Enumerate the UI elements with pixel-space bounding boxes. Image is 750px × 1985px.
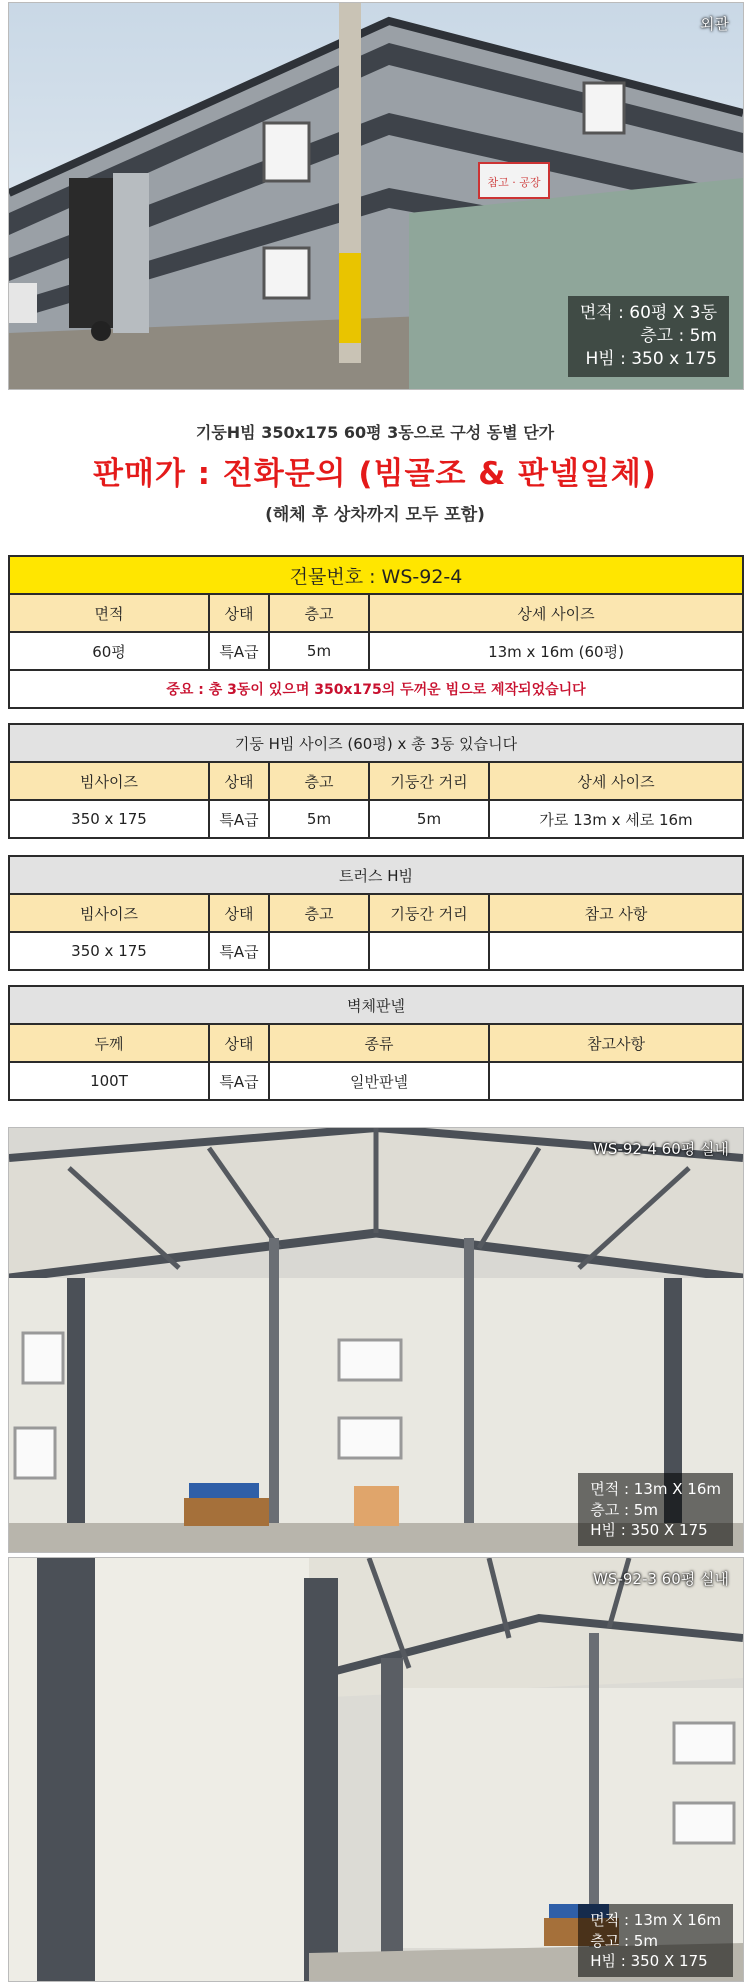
exterior-tag: 외관 [700, 15, 729, 33]
col-header: 층고 [269, 594, 369, 632]
col-header: 층고 [269, 894, 369, 932]
table-cell: 특A급 [209, 932, 269, 970]
interior-1-area: 면적 : 13m X 16m [590, 1480, 721, 1499]
price-headline: 판매가 : 전화문의 (빔골조 & 판넬일체) [93, 456, 657, 492]
table-cell: 5m [269, 800, 369, 838]
col-header: 상태 [209, 894, 269, 932]
table-cell: 100T [9, 1062, 209, 1100]
truss-beam-title: 트러스 H빔 [9, 856, 743, 894]
exterior-area: 면적 : 60평 X 3동 [579, 303, 717, 324]
interior-1-tag: WS-92-4 60평 실내 [593, 1140, 729, 1158]
wall-panel-table [8, 985, 744, 1101]
table-cell: 가로 13m x 세로 16m [489, 800, 743, 838]
important-note: 중요 : 총 3동이 있으며 350x175의 두꺼운 빔으로 제작되었습니다 [9, 670, 743, 708]
exterior-hbeam: H빔 : 350 x 175 [585, 349, 717, 370]
table-cell: 60평 [9, 632, 209, 670]
table-cell [489, 1062, 743, 1100]
col-header: 두께 [9, 1024, 209, 1062]
exterior-info-box [568, 296, 729, 377]
col-header: 참고사항 [489, 1024, 743, 1062]
table-cell: 특A급 [209, 800, 269, 838]
interior-photo-2 [8, 1557, 744, 1982]
column-beam-title: 기둥 H빔 사이즈 (60평) x 총 3동 있습니다 [9, 724, 743, 762]
truss-beam-table [8, 855, 744, 971]
col-header: 기둥간 거리 [369, 894, 489, 932]
interior-2-height: 층고 : 5m [590, 1931, 658, 1950]
table-cell: 일반판넬 [269, 1062, 489, 1100]
col-header: 상태 [209, 762, 269, 800]
table-cell [269, 932, 369, 970]
wall-panel-title: 벽체판넬 [9, 986, 743, 1024]
col-header: 상태 [209, 1024, 269, 1062]
table-cell: 350 x 175 [9, 932, 209, 970]
table-cell [489, 932, 743, 970]
table-cell [369, 932, 489, 970]
interior-2-hbeam: H빔 : 350 X 175 [590, 1951, 708, 1970]
col-header: 종류 [269, 1024, 489, 1062]
col-header: 면적 [9, 594, 209, 632]
interior-2-tag: WS-92-3 60평 실내 [593, 1570, 729, 1588]
column-beam-table [8, 723, 744, 839]
interior-1-hbeam: H빔 : 350 X 175 [590, 1520, 708, 1539]
intro-line-1: 기둥H빔 350x175 60평 3동으로 구성 동별 단가 [195, 423, 555, 442]
col-header: 층고 [269, 762, 369, 800]
interior-2-area: 면적 : 13m X 16m [590, 1911, 721, 1930]
col-header: 참고 사항 [489, 894, 743, 932]
interior-1-height: 층고 : 5m [590, 1500, 658, 1519]
table-cell: 350 x 175 [9, 800, 209, 838]
table-cell: 특A급 [209, 1062, 269, 1100]
col-header: 기둥간 거리 [369, 762, 489, 800]
col-header: 빔사이즈 [9, 762, 209, 800]
table-cell: 13m x 16m (60평) [369, 632, 743, 670]
interior-photo-1 [8, 1127, 744, 1553]
col-header: 빔사이즈 [9, 894, 209, 932]
table-cell: 5m [269, 632, 369, 670]
col-header: 상세 사이즈 [489, 762, 743, 800]
exterior-photo [8, 2, 744, 390]
building-spec-table [8, 555, 744, 709]
interior-2-info-box [578, 1904, 733, 1977]
table-cell: 특A급 [209, 632, 269, 670]
interior-1-info-box [578, 1473, 733, 1546]
col-header: 상세 사이즈 [369, 594, 743, 632]
table-cell: 5m [369, 800, 489, 838]
exterior-height: 층고 : 5m [640, 326, 717, 347]
building-sign-text: 참고 · 공장 [487, 176, 541, 189]
col-header: 상태 [209, 594, 269, 632]
building-number-title: 건물번호 : WS-92-4 [9, 556, 743, 594]
intro-line-3: (해체 후 상차까지 모두 포함) [265, 505, 485, 525]
